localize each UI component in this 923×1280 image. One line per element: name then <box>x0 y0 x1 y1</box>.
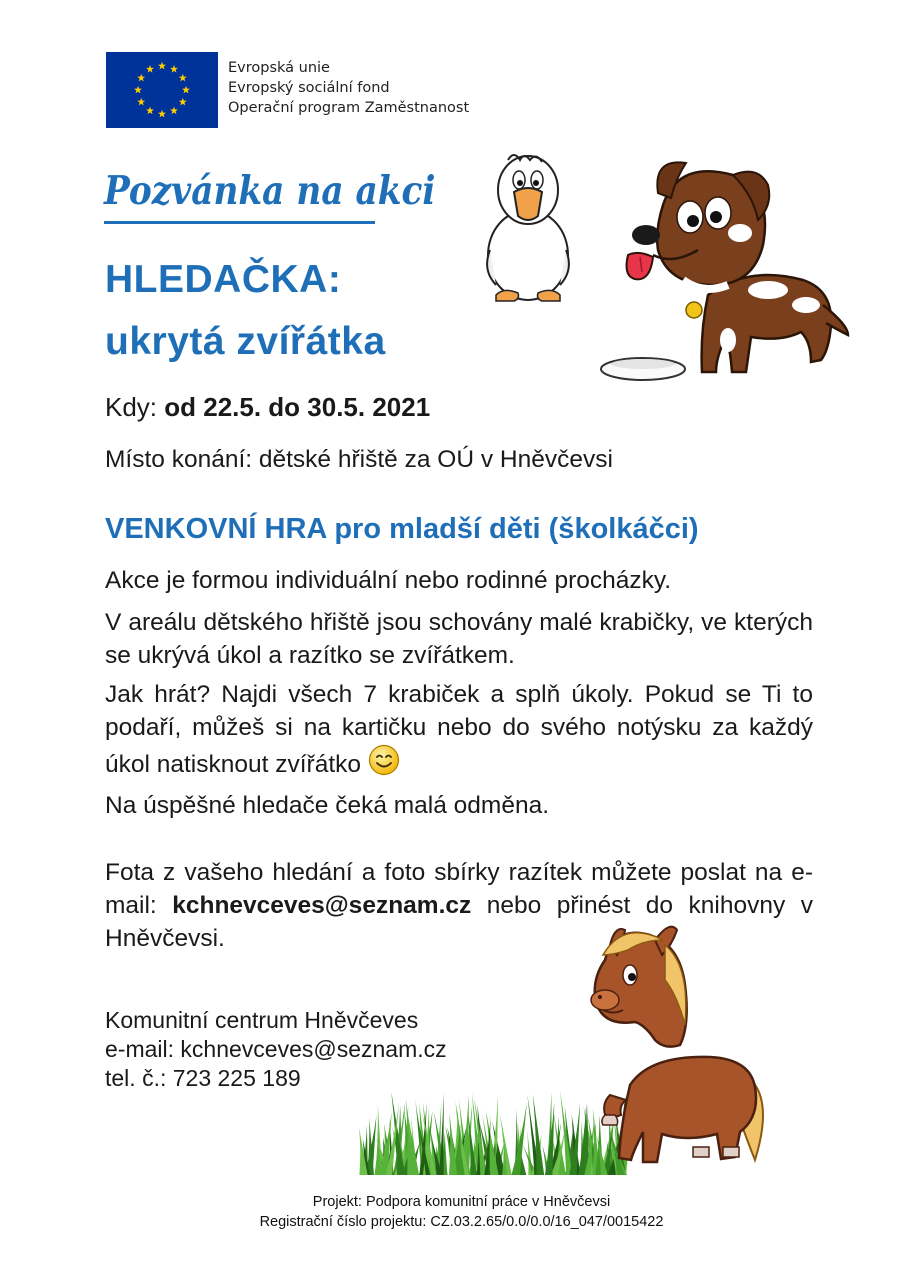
footer-registration: Registrační číslo projektu: CZ.03.2.65/0.0/0.0/16_047/0015422 <box>259 1214 664 1230</box>
smiley-icon <box>368 744 400 776</box>
duck-illustration <box>478 150 578 310</box>
photos-text-after: nebo přinést do knihovny v Hněvčevsi. <box>105 892 813 952</box>
paragraph-boxes: V areálu dětského hřiště jsou schovány malé krabičky, ve kterých se ukrývá úkol a razítko se zvířátkem. <box>105 609 813 669</box>
project-footer <box>0 1192 923 1232</box>
contact-phone: tel. č.: 723 225 189 <box>105 1065 301 1091</box>
eu-line-fund: Evropský sociální fond <box>228 80 390 96</box>
invite-underline <box>104 221 375 224</box>
contact-block <box>105 1006 447 1093</box>
invite-title: Pozvánka na akci <box>104 168 436 214</box>
event-title-line1: HLEDAČKA: <box>105 258 342 301</box>
event-title-line2: ukrytá zvířátka <box>105 320 386 363</box>
contact-name: Komunitní centrum Hněvčeves <box>105 1007 419 1033</box>
paragraph-reward: Na úspěšné hledače čeká malá odměna. <box>105 792 550 819</box>
dog-illustration <box>598 155 853 387</box>
photos-text-before: Fota z vašeho hledání a foto sbírky razítek můžete poslat na e-mail: <box>105 859 813 919</box>
date-value: od 22.5. do 30.5. 2021 <box>164 392 431 422</box>
eu-line-union: Evropská unie <box>228 60 330 76</box>
event-place: Místo konání: dětské hřiště za OÚ v Hněvčevsi <box>105 446 613 473</box>
paragraph-format: Akce je formou individuální nebo rodinné procházky. <box>105 567 672 594</box>
pony-illustration <box>575 925 775 1170</box>
contact-email[interactable]: e-mail: kchnevceves@seznam.cz <box>105 1036 447 1062</box>
event-date <box>105 392 430 423</box>
how-to-play-text: Jak hrát? Najdi všech 7 krabiček a splň úkoly. Pokud se Ti to podaří, můžeš si na kartičku nebo do svého notýsku za každý úkol natisknout zvířátko <box>105 681 813 778</box>
game-subheading: VENKOVNÍ HRA pro mladší děti (školkáčci) <box>105 513 699 545</box>
paragraph-how-to-play <box>105 678 813 781</box>
date-label: Kdy: <box>105 392 158 422</box>
photos-email[interactable]: kchnevceves@seznam.cz <box>172 892 472 919</box>
eu-flag-icon <box>106 52 218 128</box>
eu-line-program: Operační program Zaměstnanost <box>228 100 470 116</box>
footer-project: Projekt: Podpora komunitní práce v Hněvčevsi <box>312 1194 611 1210</box>
eu-program-text <box>228 58 469 118</box>
